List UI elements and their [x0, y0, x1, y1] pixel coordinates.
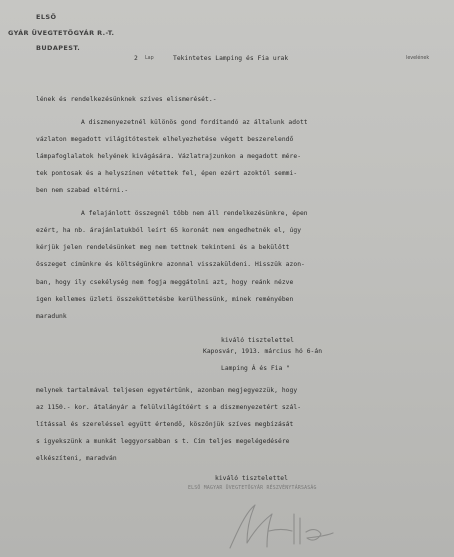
page-number: 2	[134, 55, 138, 62]
paragraph-2-line-5: ben nem szabad eltérni.-	[36, 187, 129, 194]
sender-name: Lamping Á és Fia "	[221, 365, 291, 372]
paragraph-4-line-2: az 1150.- kor. átalányár a felülvilágítóért s a diszmenyezetért szál-	[36, 404, 302, 411]
closing-1: kiváló tisztelettel	[221, 337, 294, 344]
paragraph-2-line-2: vázlaton megadott világítótestek elhelyezhetése végett beszerelendő	[36, 136, 294, 143]
closing-2: kiváló tisztelettel	[215, 475, 288, 482]
paragraph-4-line-3: lítással és szereléssel együtt értendő, köszönjük szíves megbízását	[36, 421, 294, 428]
paragraph-3-line-5: ban, hogy ily csekélység nem fogja meggátolni azt, hogy reánk nézve	[36, 279, 294, 286]
paragraph-2-line-3: lámpafoglalatok helyének kivágására. Vázlatrajzunkon a megadott mére-	[36, 153, 302, 160]
paragraph-4-line-1: melynek tartalmával teljesen egyetértünk, azonban megjegyezzük, hogy	[36, 387, 298, 394]
letterhead-line-3: BUDAPEST.	[36, 44, 81, 52]
letterhead-line-2: GYÁR ÜVEGTETŐGYÁR R.-T.	[8, 29, 115, 37]
paragraph-2-line-4: tek pontosak és a helyszínen vétettek fel, épen ezért azoktól semmi-	[36, 170, 298, 177]
paragraph-1-line-1: lének és rendelkezésünknek szíves elismerését.-	[36, 96, 217, 103]
company-stamp: ELSŐ MAGYAR ÜVEGTETŐGYÁR RÉSZVÉNYTÁRSASÁG	[188, 486, 317, 491]
paragraph-3-line-6: igen kellemes üzleti összeköttetésbe kerülhessünk, minek reményében	[36, 296, 294, 303]
place-date: Kaposvár, 1913. március hó 6-án	[203, 348, 323, 355]
paragraph-3-line-2: ezért, ha nb. árajánlatukból leírt 65 koronát nem engedhetnék el, úgy	[36, 227, 302, 234]
continuation-label: levelének	[406, 56, 430, 61]
paragraph-4-line-4: s igyekszünk a munkát leggyorsabban s t. Cím teljes megelégedésére	[36, 438, 290, 445]
paragraph-3-line-3: kérjük jelen rendelésünket meg nem tettnek tekinteni és a bekülött	[36, 244, 290, 251]
paragraph-2-line-1: A diszmenyezetnél különös gond fordítandó az általunk adott	[81, 119, 308, 126]
paragraph-3-line-4: összeget címünkre és költségünkre azonnal visszaküldeni. Hisszük azon-	[36, 261, 305, 268]
addressee: Tekintetes Lamping és Fia urak	[173, 55, 289, 62]
page-label: Lap	[145, 56, 154, 61]
paragraph-4-line-5: elkészíteni, maradván	[36, 455, 117, 462]
paragraph-3-line-7: maradunk	[36, 313, 67, 320]
paragraph-3-line-1: A felajánlott összegnél több nem áll rendelkezésünkre, épen	[81, 210, 308, 217]
handwritten-signature	[222, 498, 342, 556]
letterhead-line-1: ELSŐ	[36, 13, 57, 21]
